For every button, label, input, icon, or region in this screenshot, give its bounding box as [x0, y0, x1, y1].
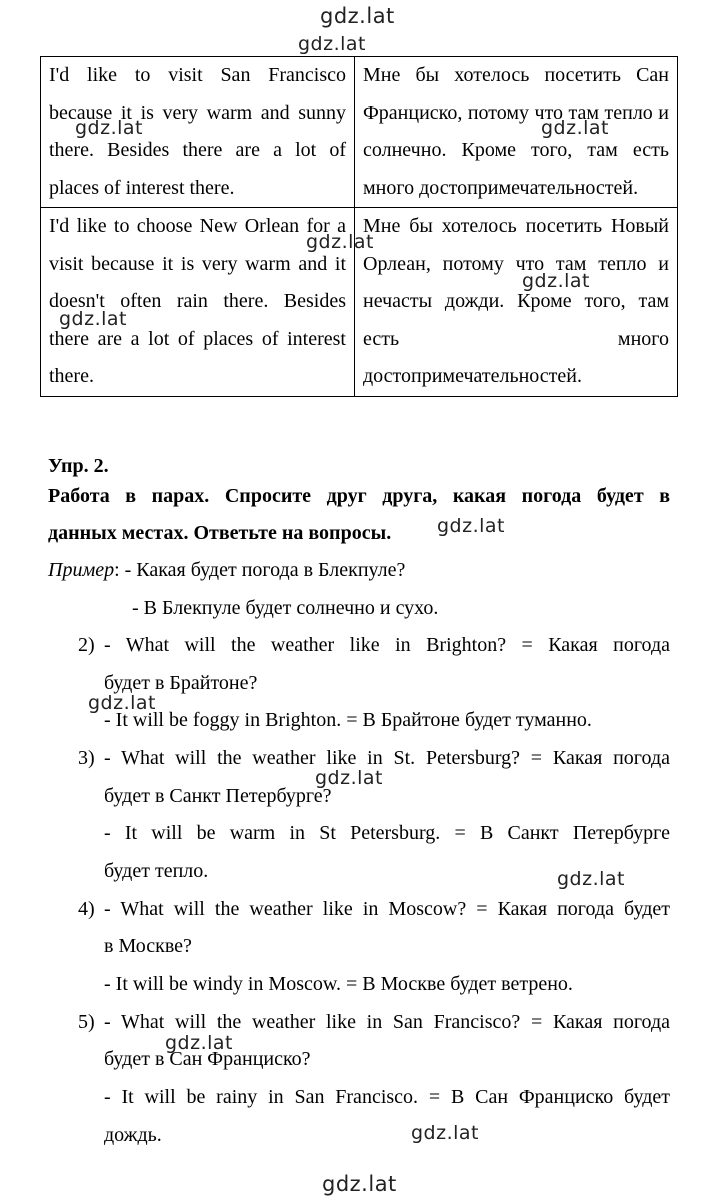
example-question	[48, 559, 405, 582]
watermark: gdz.lat	[88, 692, 157, 714]
item-answer-cont: будет тепло.	[104, 860, 209, 882]
watermark: gdz.lat	[320, 4, 395, 28]
watermark: gdz.lat	[411, 1122, 480, 1144]
item-answer: - It will be rainy in San Francisco. = В Сан Франциско будет	[104, 1086, 670, 1108]
table-cell-ru: Мне бы хотелось посетить Новый Орлеан, потому что там тепло и нечасты дожди. Кроме того, там есть много достопримечательностей.	[355, 208, 678, 397]
table-row	[41, 57, 678, 208]
table-row	[41, 208, 678, 397]
item-question: - What will the weather like in San Francisco? = Какая погода	[104, 1011, 670, 1033]
instruction-line: данных местах. Ответьте на вопросы.	[48, 522, 392, 544]
example-answer: - В Блекпуле будет солнечно и сухо.	[132, 597, 439, 619]
item-number: 4)	[78, 898, 95, 920]
item-answer: - It will be warm in St Petersburg. = В Санкт Петербурге	[104, 822, 670, 844]
instruction-line: Работа в парах. Спросите друг друга, какая погода будет в	[48, 485, 670, 507]
item-answer: - It will be windy in Moscow. = В Москве будет ветрено.	[104, 973, 573, 995]
watermark: gdz.lat	[541, 117, 610, 139]
watermark: gdz.lat	[437, 515, 506, 537]
item-question-cont: будет в Санкт Петербурге?	[104, 785, 332, 807]
watermark: gdz.lat	[59, 308, 128, 330]
item-question: - What will the weather like in St. Petersburg? = Какая погода	[104, 747, 670, 769]
item-answer-cont: дождь.	[104, 1124, 162, 1146]
translation-table	[40, 56, 678, 397]
item-number: 3)	[78, 747, 95, 769]
watermark: gdz.lat	[315, 767, 384, 789]
item-question: - What will the weather like in Brighton? = Какая погода	[104, 634, 670, 656]
item-question: - What will the weather like in Moscow? = Какая погода будет	[104, 898, 670, 920]
item-answer: - It will be foggy in Brighton. = В Брайтоне будет туманно.	[104, 709, 592, 731]
item-question-cont: будет в Брайтоне?	[104, 672, 258, 694]
watermark: gdz.lat	[557, 868, 626, 890]
watermark: gdz.lat	[298, 33, 367, 55]
table-cell-en: I'd like to choose New Orlean for a visit because it is very warm and it doesn't often rain there. Besides there are a lot of places of interest there.	[41, 208, 355, 397]
example-question-text: : - Какая будет погода в Блекпуле?	[114, 559, 406, 581]
example-label: Пример	[48, 559, 115, 581]
watermark: gdz.lat	[165, 1032, 234, 1054]
exercise-title: Упр. 2.	[48, 455, 109, 477]
table-cell-ru: Мне бы хотелось посетить Сан Франциско, потому что там тепло и солнечно. Кроме того, там есть много достопримечательностей.	[355, 57, 678, 208]
watermark: gdz.lat	[75, 117, 144, 139]
item-number: 5)	[78, 1011, 95, 1033]
item-question-cont: в Москве?	[104, 935, 192, 957]
table-cell-en: I'd like to visit San Francisco because it is very warm and sunny there. Besides there are a lot of places of interest there.	[41, 57, 355, 208]
watermark: gdz.lat	[322, 1172, 397, 1196]
item-number: 2)	[78, 634, 95, 656]
watermark: gdz.lat	[306, 231, 375, 253]
watermark: gdz.lat	[522, 270, 591, 292]
item-question-cont: будет в Сан Франциско?	[104, 1048, 311, 1070]
